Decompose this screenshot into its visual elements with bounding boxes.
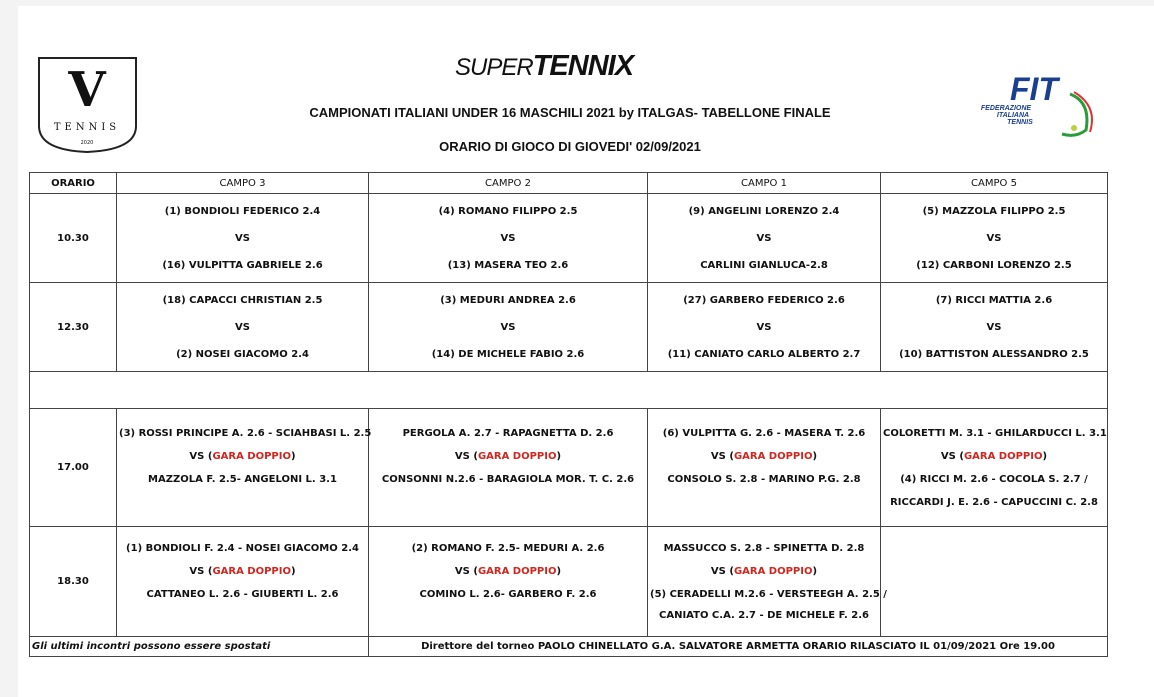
team-b-cont [371,496,645,509]
player-a: (7) RICCI MATTIA 2.6 [935,294,1053,306]
col-header-campo1: CAMPO 1 [648,173,881,194]
supertennix-logo [455,44,660,94]
team-b: COMINO L. 2.6- GARBERO F. 2.6 [419,588,597,600]
team-a: PERGOLA A. 2.7 - RAPAGNETTA D. 2.6 [402,427,614,439]
vs-label: VS [500,232,516,244]
spacer-cell [30,372,1108,409]
page-edge-left [0,0,18,697]
match-cell [369,283,648,372]
sponsor-tennix: TENNIX [532,50,634,82]
time-cell: 12.30 [30,283,117,372]
match-cell [648,194,881,283]
doubles-cell: MASSUCCO S. 2.8 - SPINETTA D. 2.8 VS (GARA DOPPIO) (5) CERADELLI M.2.6 - VERSTEEGH A. 2.5 / CANIATO C.A. 2.7 - DE MICHELE F. 2.6 [648,527,881,637]
player-a: (4) ROMANO FILIPPO 2.5 [438,205,578,217]
team-b: (5) CERADELLI M.2.6 - VERSTEEGH A. 2.5 / [650,588,887,600]
doppio-label: GARA DOPPIO [733,565,813,577]
col-header-campo2: CAMPO 2 [369,173,648,194]
time-cell: 10.30 [30,194,117,283]
player-a: (1) BONDIOLI FEDERICO 2.4 [164,205,321,217]
page-edge-top [0,0,1154,6]
table-row [30,283,1108,372]
match-cell [881,194,1108,283]
logo-year: 2020 [80,140,94,146]
vs-label: VS [940,450,956,462]
doubles-cell: PERGOLA A. 2.7 - RAPAGNETTA D. 2.6 VS (GARA DOPPIO) CONSONNI N.2.6 - BARAGIOLA MOR. T. C. 2.6 [369,409,648,527]
vs-label: VS [454,450,470,462]
vs-label: VS [756,232,772,244]
team-b-cont [371,609,645,622]
col-header-orario: ORARIO [30,173,117,194]
time-cell: 18.30 [30,527,117,637]
player-a: (3) MEDURI ANDREA 2.6 [440,294,576,306]
doubles-cell: (1) BONDIOLI F. 2.4 - NOSEI GIACOMO 2.4 VS (GARA DOPPIO) CATTANEO L. 2.6 - GIUBERTI L. 2.6 [117,527,369,637]
doppio-label: GARA DOPPIO [477,450,557,462]
col-header-campo3: CAMPO 3 [117,173,369,194]
player-a: (9) ANGELINI LORENZO 2.4 [688,205,840,217]
doppio-label: GARA DOPPIO [963,450,1043,462]
fit-logo [966,72,1100,142]
match-cell [369,194,648,283]
v-tennis-logo [37,56,138,154]
footer-officials: Direttore del torneo PAOLO CHINELLATO G.A. SALVATORE ARMETTA ORARIO RILASCIATO IL 01/09/2021 Ore 19.00 [369,637,1108,657]
table-row [30,527,1108,637]
team-b-cont [119,496,366,509]
team-b-cont [650,496,878,509]
fit-line3: TENNIS [1007,119,1033,126]
team-a: (1) BONDIOLI F. 2.4 - NOSEI GIACOMO 2.4 [126,542,359,554]
team-a: (3) ROSSI PRINCIPE A. 2.6 - SCIAHBASI L. 2.5 [119,427,372,439]
team-b: CATTANEO L. 2.6 - GIUBERTI L. 2.6 [146,588,339,600]
team-b-cont: CANIATO C.A. 2.7 - DE MICHELE F. 2.6 [659,609,869,621]
doppio-label: GARA DOPPIO [212,450,291,462]
player-a: (27) GARBERO FEDERICO 2.6 [683,294,845,306]
page-title: CAMPIONATI ITALIANI UNDER 16 MASCHILI 2021 by ITALGAS- TABELLONE FINALE [309,105,831,120]
vs-label: VS [235,321,250,333]
spacer-row [30,372,1108,409]
team-b: CONSOLO S. 2.8 - MARINO P.G. 2.8 [667,473,861,485]
doubles-cell: (3) ROSSI PRINCIPE A. 2.6 - SCIAHBASI L. 2.5 VS (GARA DOPPIO) MAZZOLA F. 2.5- ANGELONI L. 3.1 [117,409,369,527]
page-subtitle: ORARIO DI GIOCO DI GIOVEDI' 02/09/2021 [439,139,701,154]
fit-line2: ITALIANA [996,112,1030,119]
doubles-cell: (6) VULPITTA G. 2.6 - MASERA T. 2.6 VS (GARA DOPPIO) CONSOLO S. 2.8 - MARINO P.G. 2.8 [648,409,881,527]
player-b: (2) NOSEI GIACOMO 2.4 [176,348,309,360]
team-b: MAZZOLA F. 2.5- ANGELONI L. 3.1 [148,473,337,485]
vs-label: VS [986,321,1002,333]
doubles-cell: (2) ROMANO F. 2.5- MEDURI A. 2.6 VS (GARA DOPPIO) COMINO L. 2.6- GARBERO F. 2.6 [369,527,648,637]
match-cell [648,283,881,372]
doubles-cell: COLORETTI M. 3.1 - GHILARDUCCI L. 3.1 VS (GARA DOPPIO) (4) RICCI M. 2.6 - COCOLA S. 2.7 / RICCARDI J. E. 2.6 - CAPUCCINI C. 2.8 [881,409,1108,527]
team-b-cont [119,609,366,622]
team-b-cont: RICCARDI J. E. 2.6 - CAPUCCINI C. 2.8 [890,496,1098,508]
vs-label: VS [986,232,1002,244]
table-row [30,409,1108,527]
match-cell [881,283,1108,372]
footer-note: Gli ultimi incontri possono essere spostati [30,637,369,657]
vs-label: VS [454,565,470,577]
doppio-label: GARA DOPPIO [212,565,291,577]
team-b: (4) RICCI M. 2.6 - COCOLA S. 2.7 / [900,473,1088,485]
player-b: (12) CARBONI LORENZO 2.5 [916,259,1072,271]
vs-label: VS [189,565,205,577]
sponsor-super: SUPER [455,54,533,81]
player-b: (13) MASERA TEO 2.6 [447,259,569,271]
player-b: (11) CANIATO CARLO ALBERTO 2.7 [667,348,861,360]
match-cell [117,194,369,283]
player-b: CARLINI GIANLUCA-2.8 [700,259,828,271]
match-cell [117,283,369,372]
table-row [30,194,1108,283]
logo-letter: V [68,62,106,118]
doppio-label: GARA DOPPIO [477,565,557,577]
vs-label: VS [756,321,772,333]
vs-label: VS [710,450,726,462]
fit-name: FIT [1010,72,1058,107]
team-a: COLORETTI M. 3.1 - GHILARDUCCI L. 3.1 [883,427,1107,439]
team-a: MASSUCCO S. 2.8 - SPINETTA D. 2.8 [663,542,865,554]
player-a: (5) MAZZOLA FILIPPO 2.5 [922,205,1066,217]
time-cell: 17.00 [30,409,117,527]
team-a: (6) VULPITTA G. 2.6 - MASERA T. 2.6 [662,427,866,439]
team-b: CONSONNI N.2.6 - BARAGIOLA MOR. T. C. 2.6 [381,473,635,485]
logo-word: TENNIS [53,122,121,133]
footer-row [30,637,1108,657]
doppio-label: GARA DOPPIO [733,450,813,462]
vs-label: VS [235,232,250,244]
col-header-campo5: CAMPO 5 [881,173,1108,194]
player-b: (16) VULPITTA GABRIELE 2.6 [162,259,323,271]
schedule-table [29,172,1108,657]
team-a: (2) ROMANO F. 2.5- MEDURI A. 2.6 [411,542,605,554]
vs-label: VS [710,565,726,577]
player-b: (14) DE MICHELE FABIO 2.6 [431,348,585,360]
vs-label: VS [189,450,205,462]
vs-label: VS [500,321,516,333]
fit-line1: FEDERAZIONE [980,105,1032,112]
empty-cell [881,527,1108,637]
header-row [30,173,1108,194]
player-a: (18) CAPACCI CHRISTIAN 2.5 [162,294,323,306]
player-b: (10) BATTISTON ALESSANDRO 2.5 [899,348,1089,360]
